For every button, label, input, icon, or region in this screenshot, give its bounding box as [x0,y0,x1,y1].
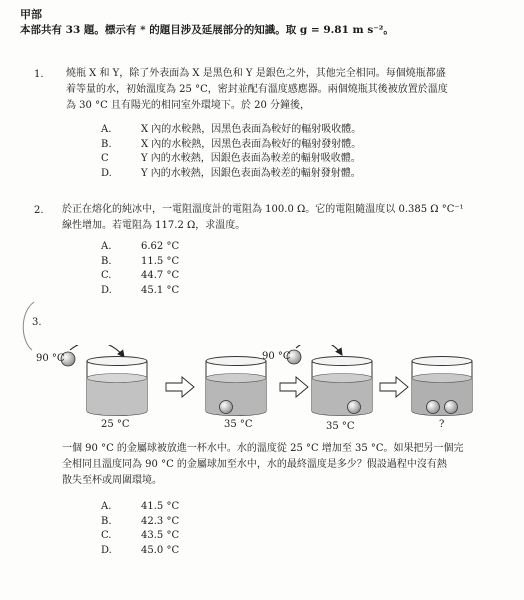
metal-ball-icon [220,401,233,414]
option-text: Y 內的水較熱，因銀色表面為較差的輻射吸收體。 [141,153,361,164]
option-text: Y 內的水較熱，因銀色表面為較差的輻射發射體。 [141,167,361,179]
section-title: 甲部 [20,8,42,21]
metal-ball-icon [348,401,361,414]
option-b[interactable] [101,255,179,270]
stem-line: 線性增加。若電阻為 117.2 Ω，求溫度。 [62,220,246,231]
option-text: 43.5 °C [141,530,180,541]
ball-temp-label-2: 90 °C [262,351,291,362]
option-text: 44.7 °C [141,270,180,281]
option-a[interactable] [101,240,179,255]
beaker-4 [412,357,472,416]
option-letter: C. [101,270,112,281]
option-letter: A. [101,241,112,252]
option-text: X 內的水較熱，因黑色表面為較好的輻射發射體。 [141,138,362,150]
beaker-3 [312,357,372,416]
process-arrow-icon [280,377,308,397]
curved-arrow-icon [70,345,124,357]
stem-line: 一個 90 °C 的金屬球被放進一杯水中。水的溫度從 25 °C 增加至 35 °C。如果把另一個完 [62,443,464,454]
option-d[interactable] [101,167,361,182]
curved-arrow-icon [296,345,342,355]
question-2-stem [62,202,464,234]
stem-line: 全相同且溫度同為 90 °C 的金屬球加至水中，水的最終溫度是多少？假設過程中沒有熱 [62,459,447,470]
ball-temp-label-1: 90 °C [36,353,65,364]
option-letter: A. [101,501,112,512]
beaker-1-temp-label: 25 °C [101,419,130,430]
stem-line: 着等量的水，初始溫度為 25 °C，密封並配有溫度感應器。兩個燒瓶其後被放置於溫度 [66,84,448,95]
option-a[interactable] [101,123,361,138]
option-c[interactable] [101,152,361,167]
option-letter: B. [101,255,112,267]
beaker-2-temp-label: 35 °C [224,419,253,430]
option-b[interactable] [101,515,179,530]
stem-line: 為 30 °C 且有陽光的相同室外環境下。於 20 分鐘後， [66,100,310,111]
question-3-options [101,500,179,558]
section-instructions: 本部共有 33 題。標示有 * 的題目涉及延展部分的知識。取 g = 9.81 m s⁻²。 [20,24,394,36]
beaker-4-temp-label: ? [439,419,445,430]
option-letter: B. [101,515,112,527]
option-letter: C [101,153,109,164]
beaker-3-temp-label: 35 °C [326,421,355,432]
question-2-options [101,240,179,298]
metal-ball-icon [427,401,440,414]
stem-line: 散失至杯或周圍環境。 [62,475,162,486]
stem-line: 於正在熔化的純冰中，一電阻溫度計的電阻為 100.0 Ω。它的電阻隨溫度以 0.385 Ω °C⁻¹ [62,204,464,215]
option-letter: D. [101,167,112,179]
option-letter: D. [101,544,112,556]
process-arrow-icon [166,377,194,397]
option-letter: D. [101,284,112,296]
option-a[interactable] [101,500,179,515]
option-text: 45.1 °C [141,284,180,296]
question-1-stem [66,66,448,114]
option-c[interactable] [101,269,179,284]
stem-line: 燒瓶 X 和 Y，除了外表面為 X 是黑色和 Y 是銀色之外，其他完全相同。每個燒瓶都盛 [66,68,446,79]
option-text: 41.5 °C [141,501,180,512]
option-d[interactable] [101,544,179,559]
option-letter: A. [101,124,112,135]
option-text: 11.5 °C [141,255,180,267]
option-d[interactable] [101,284,179,299]
option-text: 45.0 °C [141,544,180,556]
option-text: X 內的水較熱，因黑色表面為較好的輻射吸收體。 [141,124,362,135]
beaker-2 [206,357,266,416]
question-3-number: 3. [32,317,42,328]
option-letter: C. [101,530,112,541]
option-b[interactable] [101,138,361,153]
option-letter: B. [101,138,112,150]
question-1-number: 1. [34,69,44,80]
question-2-number: 2. [34,205,44,216]
option-c[interactable] [101,529,179,544]
option-text: 42.3 °C [141,515,180,527]
question-1-options [101,123,361,181]
metal-ball-icon [445,401,458,414]
process-arrow-icon [380,377,408,397]
beaker-1 [87,357,147,416]
option-text: 6.62 °C [141,241,180,252]
question-3-stem [62,441,464,489]
